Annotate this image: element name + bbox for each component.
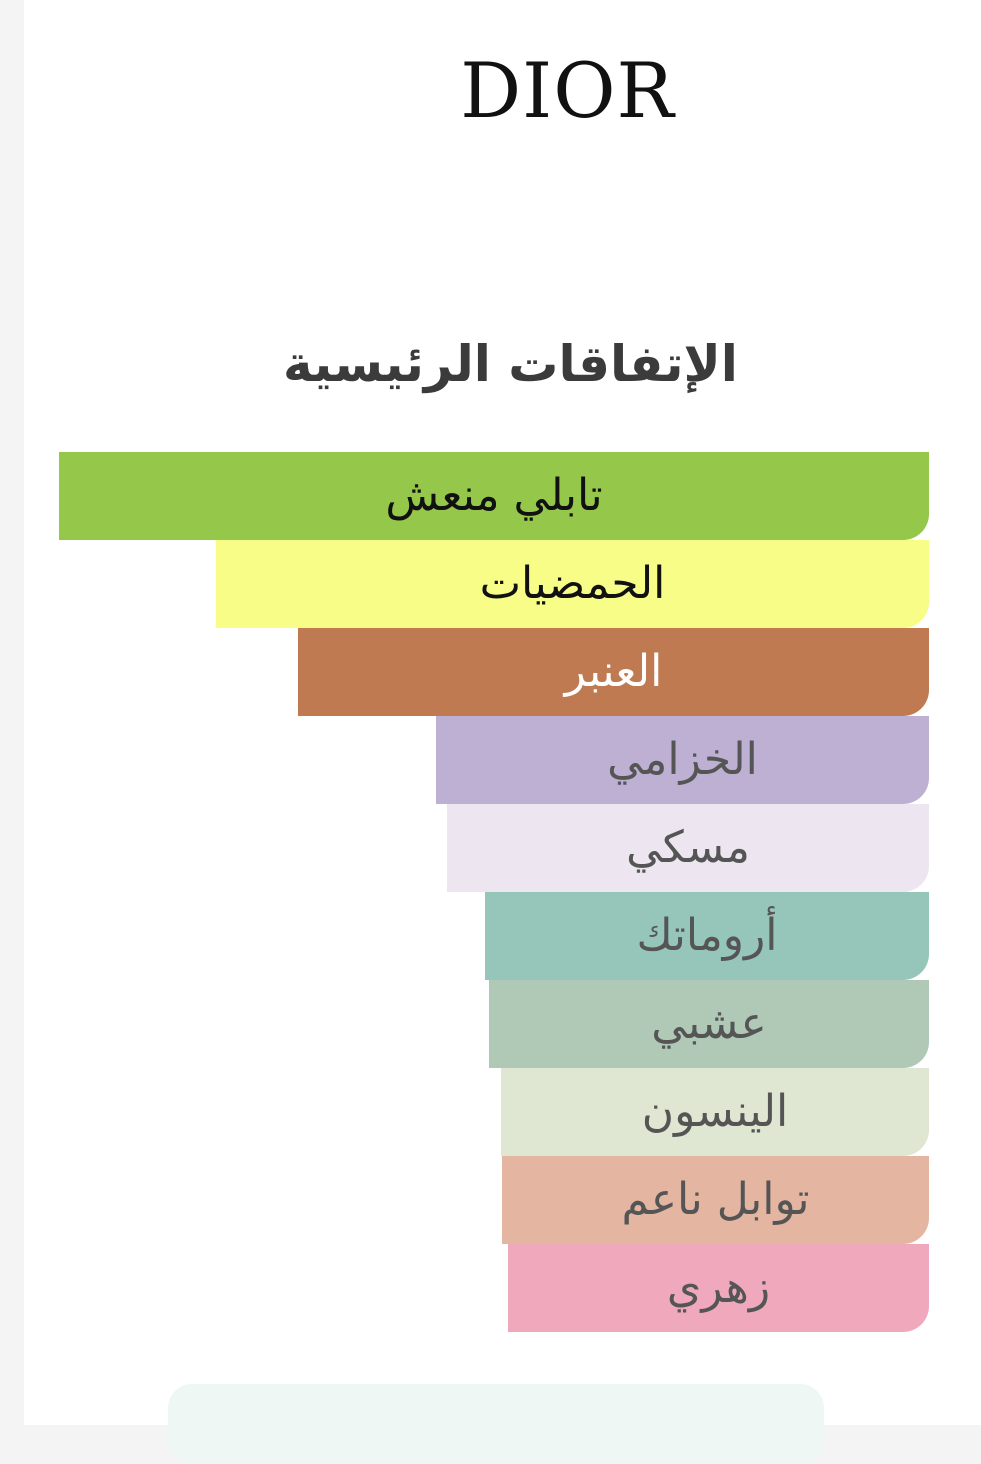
accord-bar <box>298 628 929 716</box>
accord-label: مسكي <box>626 822 750 873</box>
accord-bar <box>59 452 929 540</box>
main-accords-title: الإتفاقات الرئيسية <box>283 335 738 393</box>
accord-label: العنبر <box>564 646 663 697</box>
accord-label: زهري <box>666 1262 771 1313</box>
accord-label: الحمضيات <box>479 558 666 609</box>
perfume-detail-page <box>24 0 981 1425</box>
accord-bar <box>502 1156 929 1244</box>
accord-bar <box>216 540 929 628</box>
accord-label: توابل ناعم <box>621 1174 810 1225</box>
accord-label: تابلي منعش <box>385 470 603 521</box>
info-card[interactable] <box>168 1384 824 1464</box>
accord-bar <box>485 892 929 980</box>
accords-chart <box>24 0 981 1425</box>
accord-label: الينسون <box>641 1086 789 1137</box>
accord-label: الخزامي <box>607 734 758 785</box>
accord-label: أروماتك <box>636 910 778 961</box>
accord-label: عشبي <box>651 998 767 1049</box>
accord-bar <box>501 1068 929 1156</box>
accord-bar <box>508 1244 929 1332</box>
accord-bar <box>489 980 929 1068</box>
brand-logo: DIOR <box>460 46 675 135</box>
accord-bar <box>436 716 929 804</box>
accord-bar <box>447 804 929 892</box>
